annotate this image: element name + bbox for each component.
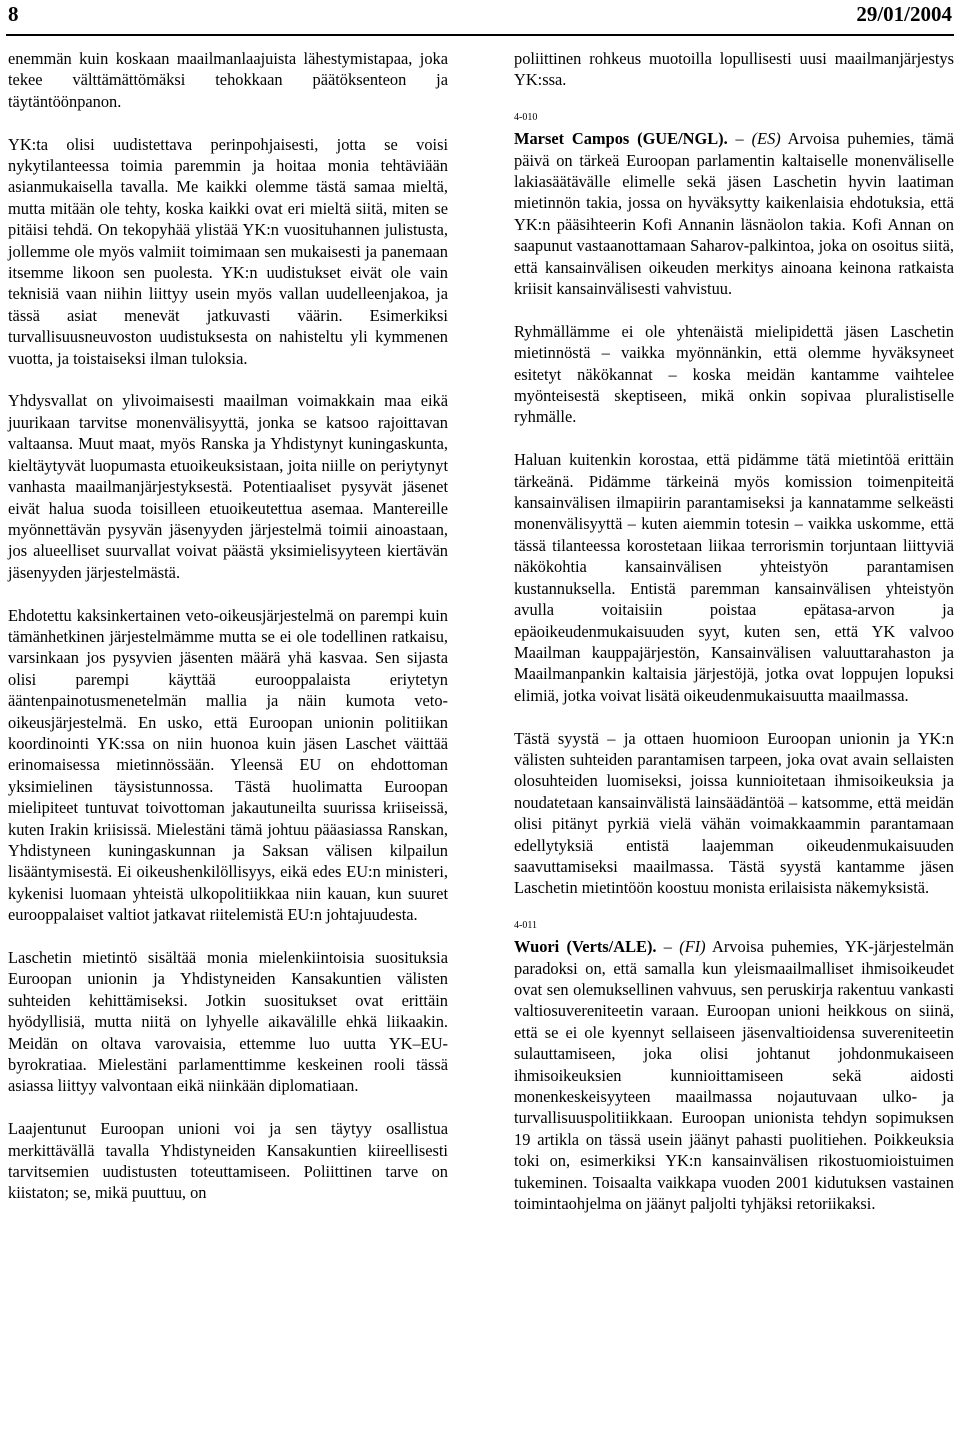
speech (514, 936, 954, 1214)
language-code: (ES) (751, 129, 781, 149)
speech-text: Arvoisa puhemies, YK-järjestelmän paradoksi on, että samalla kun yleismaailmalliset ihmisoikeudet ovat sen olemuksellinen vahvuus, sen peruskirja rakentuu vankasti valtiosuvereniteetin varaan. Euroopan unioni heikkous on siinä, että se ei ole kyennyt sellaiseen jäsenvaltioidensa suvereniteetin sulauttamiseen, joka olisi johtanut johdonmukaiseen ihmisoikeuksien kunnioittamiseen sekä aidosti monenkeskeisyyteen maailmassa nojautuvaan ulko- ja turvallisuuspolitiikkaan. Euroopan unionista tehdyn sopimuksen 19 artikla on tässä usein jäänyt pahasti puolitiehen. Poikkeuksia toki on, esimerkiksi YK:n kansainvälisen rikostuomioistuimen tukeminen. Toisaalta vaikkapa vuoden 2001 kidutuksen vastainen toimintaohjelma on jäänyt paljolti tyhjäksi retoriikaksi. (514, 937, 954, 1214)
paragraph: enemmän kuin koskaan maailmanlaajuista lähestymistapaa, joka tekee välttämättömäksi tehokkaan päätöksenteon ja täytäntöönpanon. (8, 49, 448, 111)
speech-number: 4-010 (514, 112, 538, 124)
speech-dash: – (727, 129, 752, 149)
left-column (8, 48, 448, 1225)
paragraph: YK:ta olisi uudistettava perinpohjaisesti, jotta se voisi nykytilanteessa toimia paremmin ja hoitaa monia tehtäviään asianmukaisella tavalla. Me kaikki olemme tästä samaa mieltä, mutta mitään ole tehty, koska kaikki ovat eri mieltä siitä, miten se pitäisi tehdä. On tekopyhää ylistää YK:n vuosituhannen julistusta, jollemme ole myös valmiit toimimaan sen mukaisesti ja panemaan itsemme likoon sen puolesta. YK:n uudistukset eivät ole vain teknisiä vaan niihin liittyy usein myös vallan uudelleenjakoa, ja tässä asiat menevät jatkuvasti väärin. Esimerkiksi turvallisuusneuvoston uudistuksesta on nahisteltu yli kymmenen vuotta, ja toistaiseksi ilman tuloksia. (8, 134, 448, 368)
speaker-name: Marset Campos (GUE/NGL). (514, 129, 728, 149)
speech-number: 4-011 (514, 920, 537, 932)
document-date: 29/01/2004 (856, 2, 952, 26)
right-column (514, 48, 954, 1236)
speaker-name: Wuori (Verts/ALE). (514, 937, 657, 957)
speech-text: Arvoisa puhemies, tämä päivä on tärkeä Euroopan parlamentin kaltaiselle monenväliselle lakiasäätävälle elimelle sekä jäsen Laschetin hyvin laatiman mietinnön takia, jossa on hyväksytty kaikenlaisia ehdotuksia, että YK:n pääsihteerin Kofi Annanin läsnäolon takia. Kofi Annan on saapunut vastaanottamaan Saharov-palkintoa, joka on osoitus siitä, että kansainvälisen oikeuden merkitys ainoana keinona ratkaista kriisit kansainvälisesti vahvistuu. (514, 129, 954, 299)
paragraph: Tästä syystä – ja ottaen huomioon Euroopan unionin ja YK:n välisten suhteiden parantamisen tarpeen, joka ovat avain sellaisten olosuhteiden luomiseksi, joissa kunnioitetaan ihmisoikeuksia ja noudatetaan kansainvälistä lainsäädäntöä – katsomme, että meidän olisi pitänyt pyrkiä vielä vähän voimakkaammin parantamaan edellytyksiä entistä laajemman oikeudenmukaisuuden saavuttamiseksi maailmassa. Tästä syystä kantamme jäsen Laschetin mietintöön koostuu monista erilaisista näkemyksistä. (514, 728, 954, 898)
page-header (6, 0, 954, 36)
page-number: 8 (8, 2, 19, 26)
paragraph: Haluan kuitenkin korostaa, että pidämme tätä mietintöä erittäin tärkeänä. Pidämme tärkeinä myös komission toimenpiteitä kansainvälisen ilmapiirin parantamiseksi ja kannatamme selkeästi monenvälisyyttä – kuten aiemmin totesin – vaikka uskomme, että tässä tilanteessa korostetaan liikaa terrorismin torjuntaan liittyviä näkökohtia kansainvälisen yhteistyön parantamisen kustannuksella. Entistä paremman kansainvälisen yhteistyön avulla voitaisiin poistaa epätasa-arvon ja epäoikeudenmukaisuuden syyt, kuten sen, että YK valvoo Maailman kauppajärjestön, Kansainvälisen valuuttarahaston ja Maailmanpankin kaltaisia järjestöjä, jotka ovat loppujen lopuksi elimiä, jotka voivat lisätä oikeudenmukaisuutta maailmassa. (514, 450, 954, 705)
paragraph: Laajentunut Euroopan unioni voi ja sen täytyy osallistua merkittävällä tavalla Yhdistyneiden Kansakuntien kiireellisesti tarvitsemien uudistusten toteuttamiseen. Poliittinen tarve on kiistaton; se, mikä puuttuu, on (8, 1119, 448, 1203)
speech-dash: – (656, 937, 680, 957)
paragraph: Yhdysvallat on ylivoimaisesti maailman voimakkain maa eikä juurikaan tarvitse monenvälisyyttä, jonka se katsoo rajoittavan valtaansa. Muut maat, myös Ranska ja Yhdistynyt kuningaskunta, kieltäytyvät luopumasta etuoikeuksistaan, joita niille on periytynyt vanhasta maailmanjärjestyksestä. Potentiaaliset pysyvät jäsenet eivät halua suoda toisilleen etuoikeutettua asemaa. Mantereille myönnettävän pysyvän jäsenyyden järjestelmä toimii ainoastaan, jos alueelliset suurvallat voivat päästä yksimielisyyteen kiertävän jäsenyyden järjestelmästä. (8, 391, 448, 582)
language-code: (FI) (679, 937, 706, 957)
speech (514, 128, 954, 299)
paragraph: Ehdotettu kaksinkertainen veto-oikeusjärjestelmä on parempi kuin tämänhetkinen järjestelmämme mutta se ei ole todellinen ratkaisu, varsinkaan jos pysyvien jäsenten määrä yhä kasvaa. Sen sijasta olisi parempi käyttää eurooppalaista eriytetyn ääntenpainotusmenetelmän mallia ja näin kumota veto-oikeusjärjestelmä. En usko, että Euroopan unionin politiikan koordinointi YK:ssa on niin huonoa kuin jäsen Laschet väittää erinomaisessa mietinnössään. Yleensä EU on ehdottoman yksimielinen täysistunnossa. Tästä huolimatta Euroopan mielipiteet tuntuvat toivottoman jakautuneilta suurissa kriiseissä, kuten Irakin kriisissä. Mielestäni tämä johtuu pääasiassa Ranskan, Yhdistyneen kuningaskunnan ja Saksan välisen kilpailun lisääntymisestä. Ei oikeushenkilöllisyys, eikä edes EU:n ministeri, kykenisi luomaan yhteistä ulkopolitiikkaa niin kauan, kun suuret eurooppalaiset valtiot jatkavat riitelemistä EU:n johtajuudesta. (8, 605, 448, 925)
paragraph: Ryhmällämme ei ole yhtenäistä mielipidettä jäsen Laschetin mietinnöstä – vaikka myönnänkin, että olemme hyväksyneet esitetyt näkökannat – koska meidän kantamme vaihtelee myönteisestä skeptiseen, mikä onkin sopivaa pluralistiselle ryhmälle. (514, 321, 954, 427)
paragraph: poliittinen rohkeus muotoilla lopullisesti uusi maailmanjärjestys YK:ssa. (514, 49, 954, 90)
paragraph: Laschetin mietintö sisältää monia mielenkiintoisia suosituksia Euroopan unionin ja Yhdistyneiden Kansakuntien välisten suhteiden kehittämiseksi. Jotkin suositukset ovat erittäin hyödyllisiä, mutta niitä on lyhyelle aikavälille ehkä liikaakin. Meidän on oltava varovaisia, ettemme luo uutta YK–EU-byrokratiaa. Mielestäni parlamenttimme keskeinen rooli tässä asiassa liittyy valvontaan eikä niinkään diplomatiaan. (8, 948, 448, 1096)
